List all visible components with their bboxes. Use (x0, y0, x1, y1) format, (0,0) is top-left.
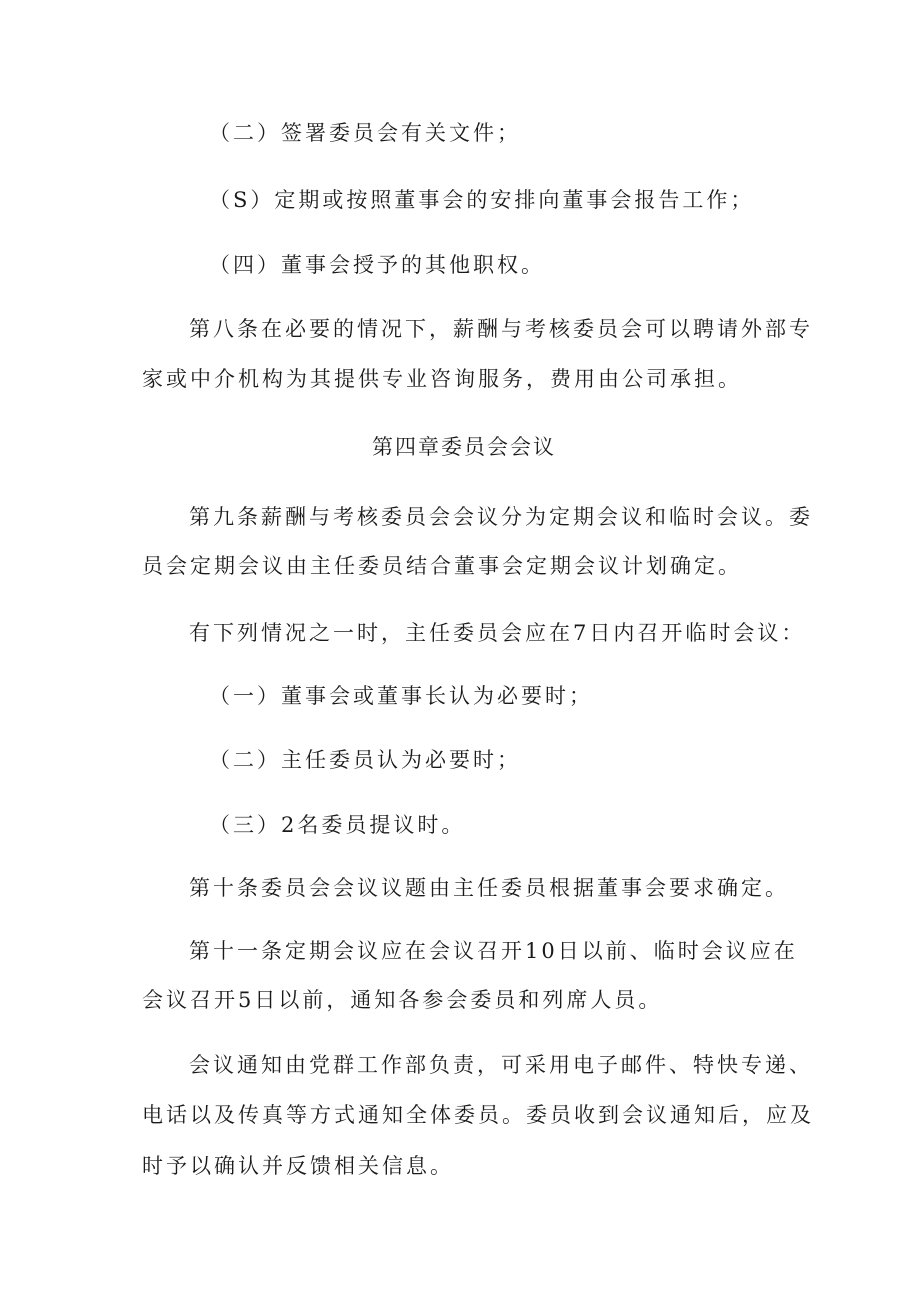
chapter-heading: 第四章委员会会议 (372, 435, 556, 459)
notice-paragraph-line-3: 时予以确认并反馈相关信息。 (142, 1154, 454, 1178)
article-10: 第十条委员会会议议题由主任委员根据董事会要求确定。 (189, 876, 789, 900)
article-8-line-1: 第八条在必要的情况下，薪酬与考核委员会可以聘请外部专 (189, 317, 813, 341)
clause-item-2: （二）签署委员会有关文件； (209, 121, 521, 145)
clause-item-3: （S）定期或按照董事会的安排向董事会报告工作； (209, 188, 755, 212)
article-8-line-2: 家或中介机构为其提供专业咨询服务，费用由公司承担。 (142, 367, 742, 391)
notice-paragraph-line-2: 电话以及传真等方式通知全体委员。委员收到会议通知后，应及 (142, 1103, 814, 1127)
article-9-line-2: 员会定期会议由主任委员结合董事会定期会议计划确定。 (142, 554, 742, 578)
interim-condition-1: （一）董事会或董事长认为必要时； (209, 684, 593, 708)
notice-paragraph-line-1: 会议通知由党群工作部负责，可采用电子邮件、特快专递、 (189, 1053, 813, 1077)
clause-item-4: （四）董事会授予的其他职权。 (209, 253, 545, 277)
article-9-line-1: 第九条薪酬与考核委员会会议分为定期会议和临时会议。委 (189, 505, 813, 529)
article-11-line-2: 会议召开5日以前，通知各参会委员和列席人员。 (142, 988, 663, 1012)
interim-condition-2: （二）主任委员认为必要时； (209, 748, 521, 772)
interim-condition-3: （三）2名委员提议时。 (209, 813, 466, 837)
interim-meeting-intro: 有下列情况之一时，主任委员会应在7日内召开临时会议： (189, 621, 806, 645)
article-11-line-1: 第十一条定期会议应在会议召开10日以前、临时会议应在 (189, 939, 798, 963)
